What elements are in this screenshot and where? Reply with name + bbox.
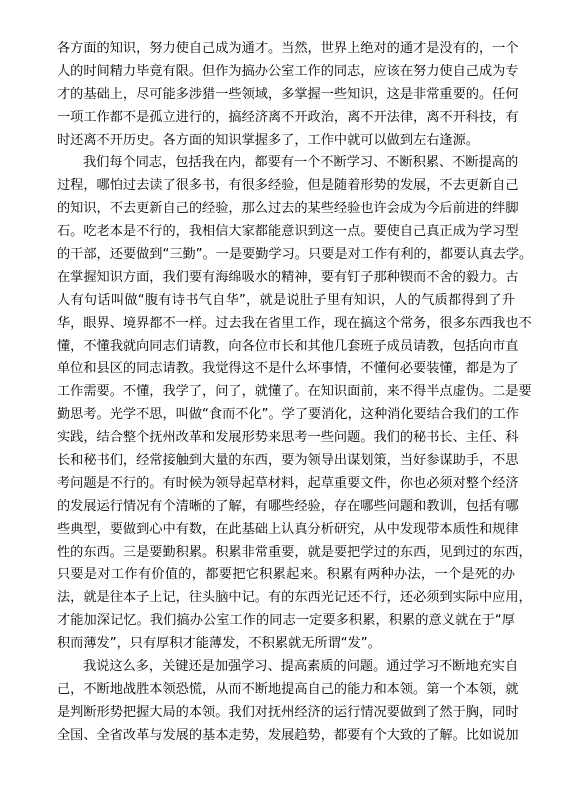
text-line: 一项工作都不是孤立进行的，搞经济离不开政治，离不开法律，离不开科技，有 <box>57 109 519 125</box>
text-line: 人有句话叫做“腹有诗书气自华”，就是说肚子里有知识，人的气质都得到了升 <box>57 292 515 308</box>
text-line: 勤思考。光学不思，叫做“食而不化”。学了要消化，这种消化要结合我们的工作 <box>57 407 520 423</box>
text-line: 懂，不懂我就向同志们请教，向各位市长和其他几套班子成员请教，包括向市直 <box>57 338 519 354</box>
text-line: 我们每个同志，包括我在内，都要有一个不断学习、不断积累、不断提高的 <box>83 155 519 171</box>
text-line: 全国、全省改革与发展的基本走势，发展趋势，都要有个大致的了解。比如说加 <box>57 727 519 743</box>
text-line: 己，不断地战胜本领恐慌，从而不断地提高自己的能力和本领。第一个本领，就 <box>57 681 519 697</box>
text-line: 时还离不开历史。各方面的知识掌握多了，工作中就可以做到左右逢源。 <box>57 132 479 148</box>
text-line: 性的东西。三是要勤积累。积累非常重要，就是要把学过的东西，见到过的东西， <box>57 544 532 560</box>
text-line: 法，就是往本子上记，往头脑中记。有的东西光记还不行，还必须到实际中应用， <box>57 590 532 606</box>
text-line: 只要是对工作有价值的，都要把它积累起来。积累有两种办法，一个是死的办 <box>57 567 515 583</box>
text-line: 是判断形势把握大局的本领。我们对抚州经济的运行情况要做到了然于胸，同时 <box>57 704 519 720</box>
text-line: 人的时间精力毕竟有限。但作为搞办公室工作的同志，应该在努力使自己成为专 <box>57 63 519 79</box>
text-line: 的发展运行情况有个清晰的了解，有哪些经验，存在哪些问题和教训，包括有哪 <box>57 498 519 514</box>
text-line: 石。吃老本是不行的，我相信大家都能意识到这一点。要使自己真正成为学习型 <box>57 224 519 240</box>
text-line: 在掌握知识方面，我们要有海绵吸水的精神，要有钉子那种锲而不舍的毅力。古 <box>57 269 519 285</box>
text-line: 各方面的知识，努力使自己成为通才。当然，世界上绝对的通才是没有的，一个 <box>57 41 519 56</box>
text-line: 过程，哪怕过去读了很多书，有很多经验，但是随着形势的发展，不去更新自己 <box>57 178 519 194</box>
text-line: 些典型，要做到心中有数，在此基础上认真分析研究，从中发现带本质性和规律 <box>57 521 519 537</box>
text-line: 才能加深记忆。我们搞办公室工作的同志一定要多积累，积累的意义就在于“厚 <box>57 613 515 629</box>
text-line: 才的基础上，尽可能多涉猎一些领域，多掌握一些知识，这是非常重要的。任何 <box>57 86 519 102</box>
text-line: 长和秘书们，经常接触到大量的东西，要为领导出谋划策，当好参谋助手，不思 <box>57 453 519 469</box>
text-line: 单位和县区的同志请教。我觉得这不是什么坏事情，不懂何必要装懂，都是为了 <box>57 361 519 377</box>
document-body-text <box>57 38 533 748</box>
text-line: 考问题是不行的。有时候为领导起草材料，起草重要文件，你也必须对整个经济 <box>57 475 519 491</box>
text-line: 的知识，不去更新自己的经验，那么过去的某些经验也许会成为今后前进的绊脚 <box>57 201 519 217</box>
text-line: 华，眼界、境界都不一样。过去我在省里工作，现在搞这个常务，很多东西我也不 <box>57 315 532 331</box>
text-line: 我说这么多，关键还是加强学习、提高素质的问题。通过学习不断地充实自 <box>83 659 519 675</box>
text-line: 实践，结合整个抚州改革和发展形势来思考一些问题。我们的秘书长、主任、科 <box>57 430 519 446</box>
text-line: 工作需要。不懂，我学了，问了，就懂了。在知识面前，来不得半点虚伪。二是要 <box>57 384 532 400</box>
text-line: 积而薄发”，只有厚积才能薄发，不积累就无所谓“发”。 <box>57 636 381 652</box>
text-line: 的干部，还要做到“三勤”。一是要勤学习。只要是对工作有利的，都要认真去学。 <box>57 247 533 263</box>
